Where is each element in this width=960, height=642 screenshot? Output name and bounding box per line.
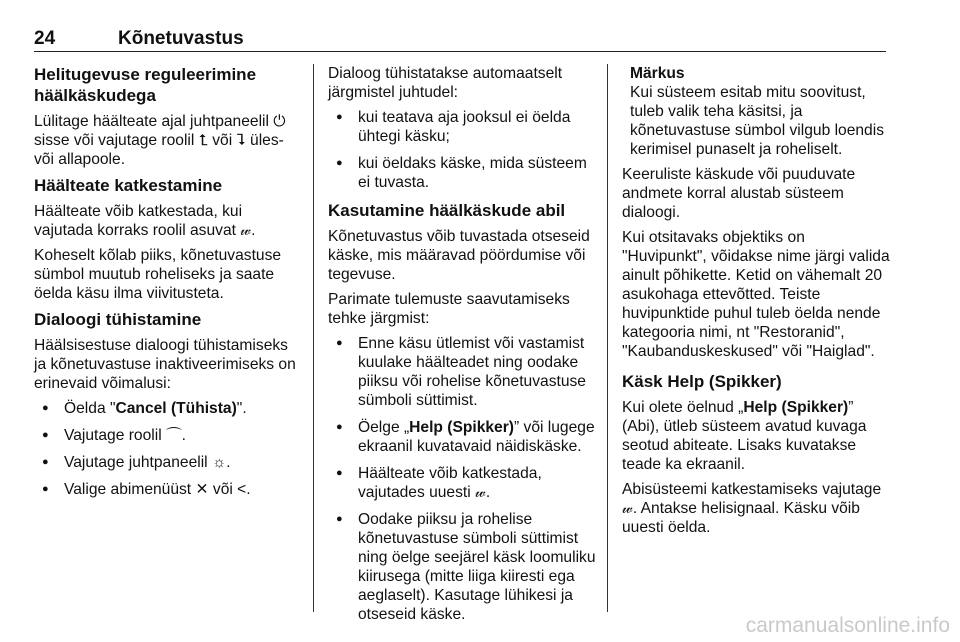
text: ". xyxy=(236,400,247,417)
command-text: Help (Spikker) xyxy=(409,419,514,436)
list-item xyxy=(34,453,304,472)
section-heading-interrupt: Häälteate katkestamine xyxy=(34,176,223,195)
page-number: 24 xyxy=(34,28,56,49)
text: . Antakse helisignaal. Käsku võib uuesti öelda. xyxy=(622,500,860,536)
note-title: Märkus xyxy=(630,65,685,82)
section-heading-help: Käsk Help (Spikker) xyxy=(622,372,782,391)
paragraph-best-results: Parimate tulemuste saavutamiseks tehke järgmist: xyxy=(328,291,570,327)
column-2 xyxy=(328,64,596,632)
section-heading-volume: Helitugevuse reguleerimine häälkäskudega xyxy=(34,65,257,105)
text: või xyxy=(207,132,237,149)
voice-icon: 𝓌 xyxy=(622,500,633,517)
voice-icon: 𝓌 xyxy=(240,222,252,239)
text: Valige abimenüüst xyxy=(64,481,196,498)
column-1 xyxy=(34,64,304,507)
note-text: Kui süsteem esitab mitu soovitust, tuleb valik teha käsitsi, ja kõnetuvastuse sümbol vilgub loendis kerimisel punaselt ja roheliselt. xyxy=(630,84,884,158)
text: . xyxy=(246,481,251,498)
paragraph-usage: Kõnetuvastus võib tuvastada otseseid käske, mis määravad pöördumise või tegevuse. xyxy=(328,228,590,283)
back-icon: < xyxy=(237,481,247,498)
volume-up-icon: ⮤ xyxy=(198,132,208,149)
list-item xyxy=(328,418,596,456)
paragraph-beep: Koheselt kõlab piiks, kõnetuvastuse sümbol muutub roheliseks ja saate öelda käsu ilma viivitusteta. xyxy=(34,247,282,302)
auto-cancel-list xyxy=(328,108,596,192)
volume-down-icon: ⮧ xyxy=(236,132,246,149)
list-item: ● Enne käsu ütlemist või vastamist kuulake häälteadet ning oodake piiksu või rohelise kõnetuvastuse sümboli süttimist. xyxy=(328,334,596,410)
note-box xyxy=(622,64,890,159)
header-divider xyxy=(34,51,886,52)
text: . xyxy=(226,454,231,471)
paragraph-cancel: Häälsisestuse dialoogi tühistamiseks ja kõnetuvastuse inaktiveerimiseks on erinevaid võimalusi: xyxy=(34,337,296,392)
section-heading-cancel: Dialoogi tühistamine xyxy=(34,310,202,329)
text: Abisüsteemi katkestamiseks vajutage xyxy=(622,481,882,498)
command-text: Help (Spikker) xyxy=(743,399,849,416)
close-icon: ✕ xyxy=(195,481,209,498)
text: Öelda " xyxy=(64,400,116,417)
text: Öelge „ xyxy=(358,419,410,436)
paragraph-volume xyxy=(34,112,304,169)
paragraph-poi: Kui otsitavaks objektiks on "Huvipunkt", võidakse nime järgi valida ainult põhikette. Ketid on vähemalt 20 asukohaga ettevõtted. Teiste huvipunktide puhul tuleb öelda nende kategooria nimi, nt "Restoranid", "Kaubanduskeskused" või "Haiglad". xyxy=(622,229,890,360)
text: Häälteate võib katkestada, kui vajutada korraks roolil asuvat xyxy=(34,203,243,239)
paragraph-auto-cancel: Dialoog tühistatakse automaatselt järgmistel juhtudel: xyxy=(328,65,563,101)
page-title: Kõnetuvastus xyxy=(118,28,244,49)
list-item xyxy=(34,480,304,499)
cancel-options-list xyxy=(34,399,304,499)
power-icon: ⏻ xyxy=(273,113,286,130)
list-item xyxy=(34,426,304,445)
text: Kui olete öelnud „ xyxy=(622,399,744,416)
command-text: Cancel (Tühista) xyxy=(115,400,237,417)
column-divider-2 xyxy=(607,64,608,612)
list-item: ● kui teatava aja jooksul ei öelda ühtegi käsku; xyxy=(328,108,596,146)
text: Vajutage juhtpaneelil xyxy=(64,454,212,471)
column-divider-1 xyxy=(313,64,314,612)
text: ” (Abi), ütleb süsteem avatud kuvaga seotud abiteate. Lisaks kuvatakse teade ka ekraanil. xyxy=(622,399,867,473)
text: . xyxy=(485,484,491,501)
text: ” või lugege ekraanil kuvatavaid näidiskäske. xyxy=(358,419,595,455)
best-results-list xyxy=(328,334,596,624)
text: . xyxy=(251,222,256,239)
text: üles- või allapoole. xyxy=(34,132,284,168)
paragraph-complex-commands: Keeruliste käskude või puuduvate andmete korral alustab süsteem dialoogi. xyxy=(622,166,856,221)
text: . xyxy=(181,427,186,444)
paragraph-help-interrupt xyxy=(622,480,890,537)
text: Vajutage roolil xyxy=(64,427,166,444)
list-item: ● Oodake piiksu ja rohelise kõnetuvastuse sümboli süttimist ning öelge seejärel käsk loomuliku kiirusega (mitte liiga kiiresti ega aeglaselt). Kasutage lühikesi ja otseseid käske. xyxy=(328,510,596,624)
column-3 xyxy=(622,64,890,543)
list-item xyxy=(328,464,596,502)
paragraph-interrupt xyxy=(34,202,304,240)
list-item xyxy=(34,399,304,418)
text: või xyxy=(208,481,238,498)
page-header xyxy=(34,28,886,52)
text: Häälteate võib katkestada, vajutades uuesti xyxy=(358,465,542,501)
watermark: carmanualsonline.info xyxy=(745,614,950,637)
list-item: ● kui öeldaks käske, mida süsteem ei tuvasta. xyxy=(328,154,596,192)
paragraph-help xyxy=(622,398,890,474)
section-heading-usage: Kasutamine häälkäskude abil xyxy=(328,201,566,220)
text: sisse või vajutage roolil xyxy=(34,132,199,149)
voice-icon: 𝓌 xyxy=(475,484,486,501)
text: Lülitage häälteate ajal juhtpaneelil xyxy=(34,113,274,130)
settings-icon: ☼ xyxy=(211,454,227,471)
hang-up-icon: ⌒ xyxy=(166,427,182,444)
